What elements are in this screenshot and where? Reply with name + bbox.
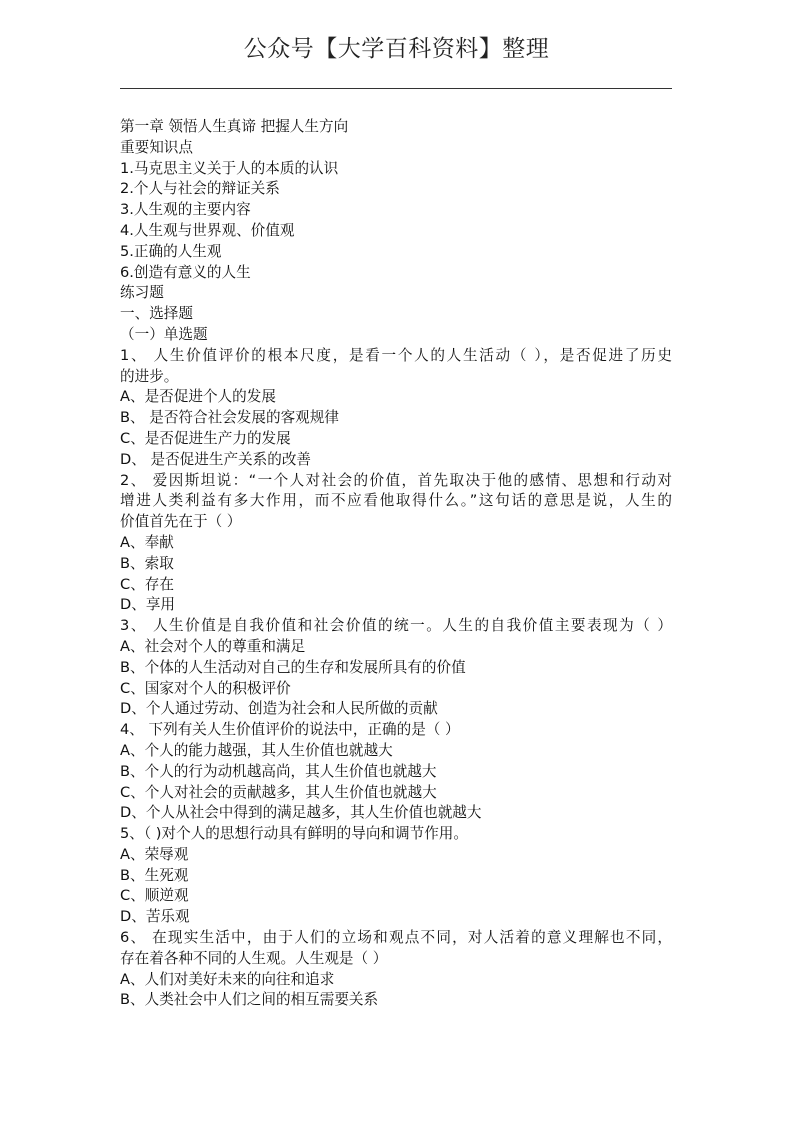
text-line: D、苦乐观 xyxy=(120,908,190,926)
header-divider xyxy=(120,88,672,89)
text-line: B、人类社会中人们之间的相互需要关系 xyxy=(120,991,379,1009)
text-line: D、 是否促进生产关系的改善 xyxy=(120,450,312,468)
text-line: 2.个人与社会的辩证关系 xyxy=(120,180,280,198)
text-line: 5、（ )对个人的思想行动具有鲜明的导向和调节作用。 xyxy=(120,825,468,843)
text-line: A、人们对美好未来的向往和追求 xyxy=(120,970,335,988)
text-line: D、个人从社会中得到的满足越多，其人生价值也就越大 xyxy=(120,804,482,822)
text-line: 重要知识点 xyxy=(120,138,193,156)
text-line: 3、 人生价值是自我价值和社会价值的统一。人生的自我价值主要表现为（ ） xyxy=(120,617,672,635)
text-line: 价值首先在于（ ） xyxy=(120,513,242,531)
text-line: C、顺逆观 xyxy=(120,887,189,905)
text-line: 6.创造有意义的人生 xyxy=(120,263,251,281)
text-line: D、享用 xyxy=(120,596,176,614)
text-line: B、 是否符合社会发展的客观规律 xyxy=(120,409,339,427)
text-line: C、是否促进生产力的发展 xyxy=(120,429,291,447)
text-line: 3.人生观的主要内容 xyxy=(120,201,251,219)
text-line: 第一章 领悟人生真谛 把握人生方向 xyxy=(120,118,349,135)
text-line: 练习题 xyxy=(120,284,164,302)
text-line: C、个人对社会的贡献越多，其人生价值也就越大 xyxy=(120,783,437,801)
text-line: 6、 在现实生活中，由于人们的立场和观点不同，对人活着的意义理解也不同， xyxy=(120,929,672,947)
text-line: B、生死观 xyxy=(120,866,189,884)
text-line: B、索取 xyxy=(120,554,174,572)
text-line: 1、 人生价值评价的根本尺度，是看一个人的人生活动（ ），是否促进了历史 xyxy=(120,346,672,364)
text-line: A、社会对个人的尊重和满足 xyxy=(120,637,306,655)
text-line: B、个体的人生活动对自己的生存和发展所具有的价值 xyxy=(120,658,466,676)
text-line: 存在着各种不同的人生观。人生观是（ ） xyxy=(120,949,388,967)
text-line: 2、 爱因斯坦说：“一个人对社会的价值，首先取决于他的感情、思想和行动对 xyxy=(120,471,672,489)
text-line: 1.马克思主义关于人的本质的认识 xyxy=(120,159,339,177)
text-line: 5.正确的人生观 xyxy=(120,242,222,260)
text-line: C、存在 xyxy=(120,575,174,593)
text-line: A、个人的能力越强，其人生价值也就越大 xyxy=(120,741,393,759)
document-body xyxy=(120,117,680,1011)
text-line: 的进步。 xyxy=(120,367,179,385)
text-line: C、国家对个人的积极评价 xyxy=(120,679,291,697)
text-line: （一）单选题 xyxy=(120,325,208,343)
text-line: B、个人的行为动机越高尚，其人生价值也就越大 xyxy=(120,762,437,780)
text-line: A、奉献 xyxy=(120,533,174,551)
document-header: 公众号【大学百科资料】整理 xyxy=(243,36,550,62)
text-line: 4、 下列有关人生价值评价的说法中，正确的是（ ） xyxy=(120,721,460,739)
text-line: A、荣辱观 xyxy=(120,845,189,863)
text-line: 增进人类利益有多大作用，而不应看他取得什么。”这句话的意思是说，人生的 xyxy=(120,492,672,510)
text-line: D、个人通过劳动、创造为社会和人民所做的贡献 xyxy=(120,700,438,718)
text-line: 一、选择题 xyxy=(120,305,193,323)
text-line: A、是否促进个人的发展 xyxy=(120,388,276,406)
text-line: 4.人生观与世界观、价值观 xyxy=(120,221,295,239)
